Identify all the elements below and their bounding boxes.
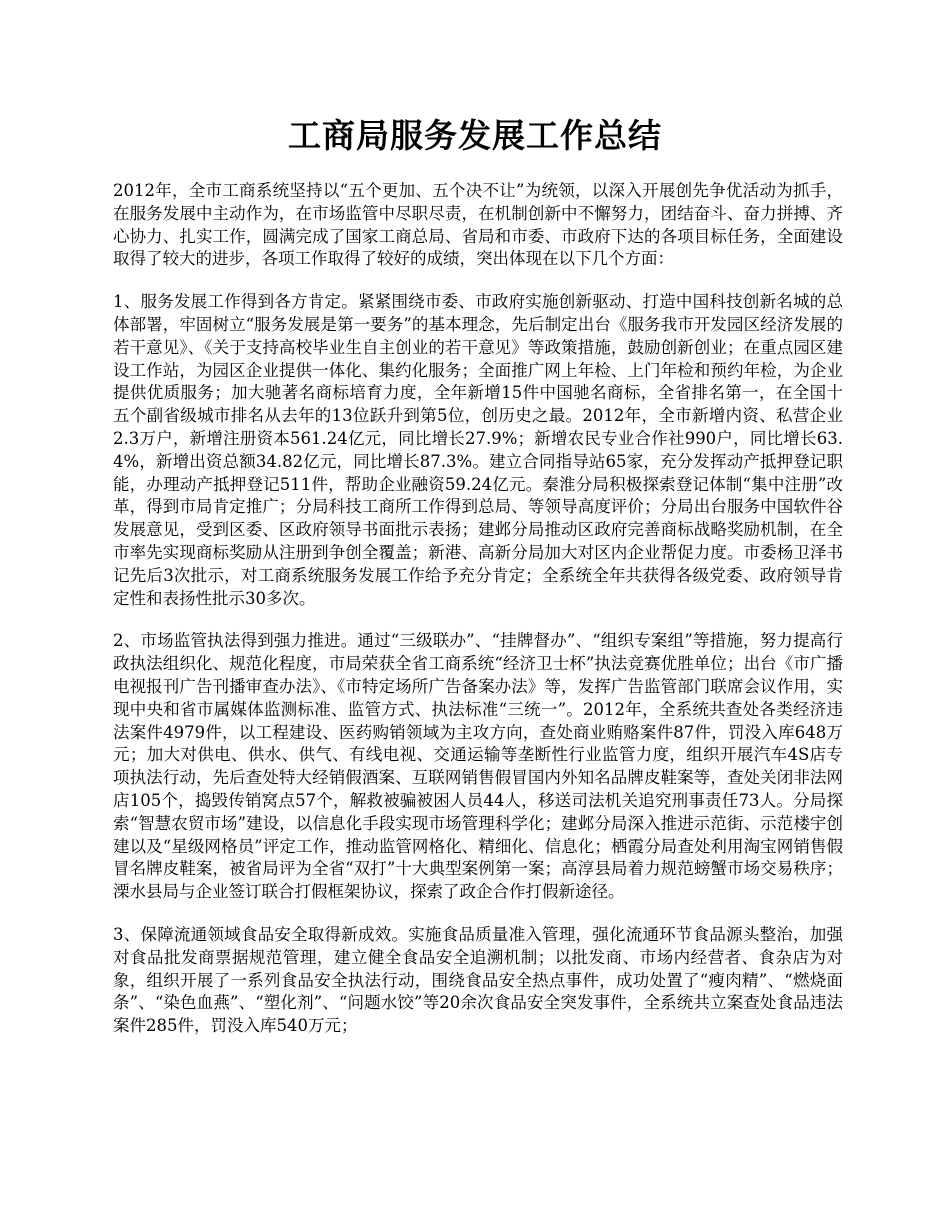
document-body — [113, 180, 843, 1058]
document-title: 工商局服务发展工作总结 — [288, 116, 662, 155]
section-2-paragraph: 2、市场监管执法得到强力推进。通过“三级联办”、“挂牌督办”、“组织专案组”等措施，努力提高行政执法组织化、规范化程度，市局荣获全省工商系统“经济卫士杯”执法竞赛优胜单位；出台《市广播电视报刊广告刊播审查办法》、《市特定场所广告备案办法》等，发挥广告监管部门联席会议作用，实现中央和省市属媒体监测标准、监管方式、执法标准“三统一”。2012年，全系统共查处各类经济违法案件4979件，以工程建设、医药购销领域为主攻方向，查处商业贿赂案件87件，罚没入库648万元；加大对供电、供水、供气、有线电视、交通运输等垄断性行业监管力度，组织开展汽车4S店专项执法行动，先后查处特大经销假酒案、互联网销售假冒国内外知名品牌皮鞋案等，查处关闭非法网店105个，捣毁传销窝点57个，解救被骗被困人员44人，移送司法机关追究刑事责任73人。分局探索“智慧农贸市场”建设，以信息化手段实现市场管理科学化；建邺分局深入推进示范街、示范楼宇创建以及“星级网格员”评定工作，推动监管网格化、精细化、信息化；栖霞分局查处利用淘宝网销售假冒名牌皮鞋案，被省局评为全省“双打”十大典型案例第一案；高淳县局着力规范螃蟹市场交易秩序；溧水县局与企业签订联合打假框架协议，探索了政企合作打假新途径。 — [113, 631, 843, 902]
section-3-paragraph: 3、保障流通领域食品安全取得新成效。实施食品质量准入管理，强化流通环节食品源头整治，加强对食品批发商票据规范管理，建立健全食品安全追溯机制；以批发商、市场内经营者、食杂店为对象，组织开展了一系列食品安全执法行动，围绕食品安全热点事件，成功处置了“瘦肉精”、“燃烧面条”、“染色血燕”、“塑化剂”、“问题水饺”等20余次食品安全突发事件，全系统共立案查处食品违法案件285件，罚没入库540万元； — [113, 924, 843, 1036]
section-1-paragraph: 1、服务发展工作得到各方肯定。紧紧围绕市委、市政府实施创新驱动、打造中国科技创新名城的总体部署，牢固树立“服务发展是第一要务”的基本理念，先后制定出台《服务我市开发园区经济发展的若干意见》、《关于支持高校毕业生自主创业的若干意见》等政策措施，鼓励创新创业；在重点园区建设工作站，为园区企业提供一体化、集约化服务；全面推广网上年检、上门年检和预约年检，为企业提供优质服务；加大驰著名商标培育力度，全年新增15件中国驰名商标，全省排名第一，在全国十五个副省级城市排名从去年的13位跃升到第5位，创历史之最。2012年，全市新增内资、私营企业2.3万户，新增注册资本561.24亿元，同比增长27.9%；新增农民专业合作社990户，同比增长63.4%，新增出资总额34.82亿元，同比增长87.3%。建立合同指导站65家，充分发挥动产抵押登记职能，办理动产抵押登记511件，帮助企业融资59.24亿元。秦淮分局积极探索登记体制“集中注册”改革，得到市局肯定推广；分局科技工商所工作得到总局、等领导高度评价；分局出台服务中国软件谷发展意见，受到区委、区政府领导书面批示表扬；建邺分局推动区政府完善商标战略奖励机制，在全市率先实现商标奖励从注册到争创全覆盖；新港、高新分局加大对区内企业帮促力度。市委杨卫泽书记先后3次批示，对工商系统服务发展工作给予充分肯定；全系统全年共获得各级党委、政府领导肯定性和表扬性批示30多次。 — [113, 292, 843, 608]
intro-paragraph: 2012年，全市工商系统坚持以“五个更加、五个决不让”为统领，以深入开展创先争优活动为抓手，在服务发展中主动作为，在市场监管中尽职尽责，在机制创新中不懈努力，团结奋斗、奋力拼搏、齐心协力、扎实工作，圆满完成了国家工商总局、省局和市委、市政府下达的各项目标任务，全面建设取得了较大的进步，各项工作取得了较好的成绩，突出体现在以下几个方面： — [113, 181, 843, 269]
